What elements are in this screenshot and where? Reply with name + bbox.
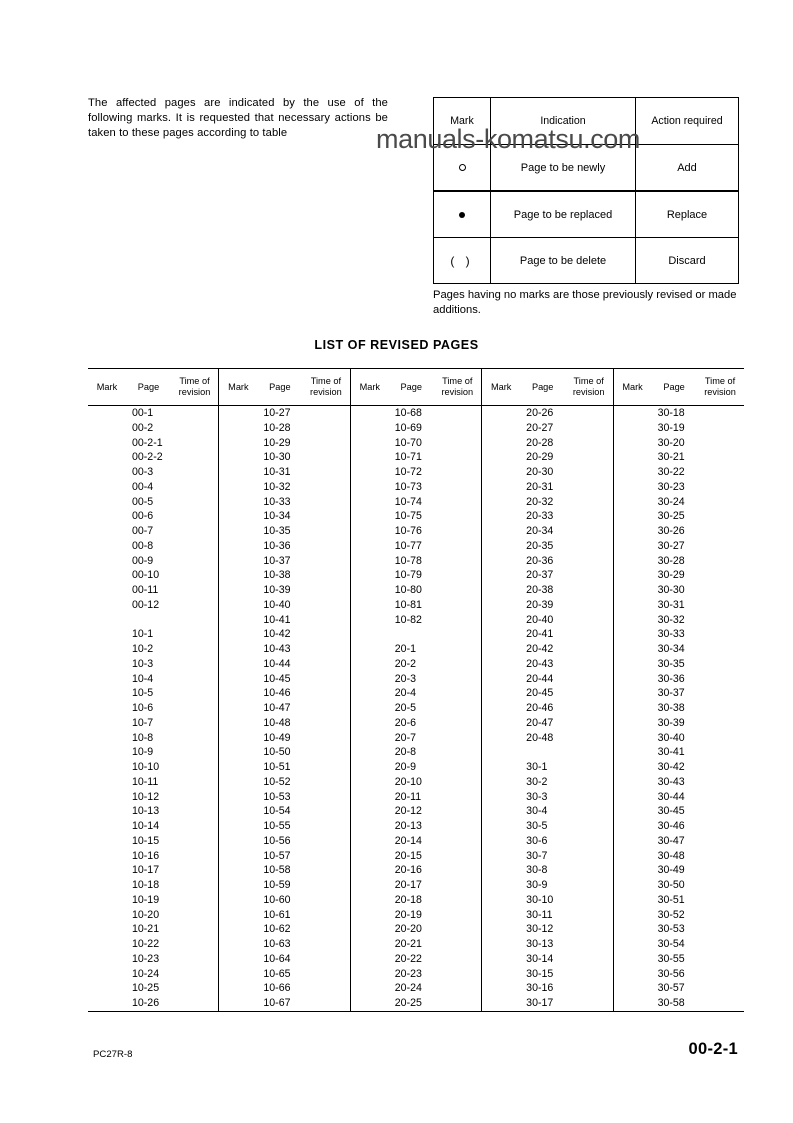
page-list-item: 10-37	[263, 554, 291, 567]
page-list-item: 30-5	[526, 820, 548, 832]
watermark-text: manuals-komatsu.com	[376, 124, 640, 154]
page-list-item: 10-26	[132, 997, 160, 1009]
page-list-item: 20-27	[526, 421, 554, 434]
page-list-item: 30-35	[657, 657, 685, 670]
legend-indication-add: Page to be newly	[491, 145, 636, 192]
page-list-item: 10-61	[263, 908, 291, 921]
page-list-item: 10-3	[132, 657, 154, 670]
page-list-item: 10-80	[394, 584, 422, 596]
page-list-4	[482, 406, 612, 1011]
page-list-item: 10-73	[394, 480, 422, 493]
page-list-item: 30-53	[657, 923, 685, 936]
page-list-item: 30-54	[657, 938, 685, 950]
page-list-item: 30-39	[657, 716, 685, 729]
legend-header-row	[434, 98, 739, 145]
page-list-item: 10-36	[263, 539, 291, 552]
revised-group-header-5	[613, 368, 744, 406]
page-list-item: 30-15	[526, 967, 554, 980]
page-list-1	[88, 406, 218, 1011]
legend-header-mark: Mark	[434, 98, 491, 145]
page-list-item: 20-15	[394, 849, 422, 862]
header-time-5: Time of revision	[704, 376, 736, 397]
page-list-item: 00-2-1	[132, 436, 163, 449]
revised-header-row	[88, 368, 744, 406]
page-list-item: 20-45	[526, 687, 554, 700]
page-list-item: 30-51	[657, 893, 685, 906]
legend-mark-cell-replace	[434, 191, 491, 238]
revised-group-header-4	[482, 368, 613, 406]
page-list-item: 30-47	[657, 834, 685, 847]
page-list-item: 10-32	[263, 480, 291, 493]
page-list-item: 20-20	[394, 923, 422, 936]
page-list-item: 10-57	[263, 849, 291, 862]
legend-action-replace: Replace	[636, 191, 739, 238]
page-list-item: 20-24	[394, 982, 422, 995]
legend-indication-discard: Page to be delete	[491, 238, 636, 284]
page-list-item: 20-14	[394, 834, 422, 847]
page-list-item: 10-7	[132, 716, 154, 729]
header-time-2: Time of revision	[310, 376, 342, 397]
page-list-item: 00-11	[132, 584, 159, 596]
page-list-item: 20-29	[526, 451, 554, 464]
page-list-item: 10-11	[132, 775, 159, 788]
legend-note	[433, 288, 753, 317]
page-list-item: 20-39	[526, 598, 554, 611]
revised-group-header-3	[350, 368, 481, 406]
page-list-item: 10-63	[263, 938, 291, 950]
page-list-item: 10-48	[263, 716, 291, 729]
page-list-item: 10-4	[132, 672, 154, 685]
page-list-item: 30-9	[526, 879, 548, 891]
page-list-item	[88, 613, 218, 628]
page-list-item: 10-53	[263, 790, 291, 803]
page-list-item: 20-13	[394, 820, 422, 832]
page-list-item: 00-12	[132, 598, 160, 611]
page-list-item: 30-11	[526, 908, 553, 921]
page-list-item: 10-10	[132, 761, 160, 773]
page-list-item: 30-7	[526, 849, 548, 862]
legend-header-indication: Indication	[491, 98, 636, 145]
page-list-item: 30-1	[526, 761, 548, 773]
parentheses-icon: ( )	[450, 253, 474, 268]
page-list-item: 10-81	[394, 598, 422, 611]
page-list-item: 20-43	[526, 657, 554, 670]
page-list-item: 10-51	[263, 761, 291, 773]
page-list-item: 10-71	[394, 451, 422, 464]
page-list-item: 30-29	[657, 569, 685, 582]
page-list-item: 30-26	[657, 525, 685, 537]
page-list-item: 10-49	[263, 731, 291, 744]
page-list-item: 20-11	[394, 790, 422, 803]
page-list-item: 30-24	[657, 495, 685, 508]
footer-model-number: PC27R-8	[93, 1049, 133, 1060]
page-list-item: 10-41	[263, 613, 291, 626]
page-list-item: 10-27	[263, 407, 291, 419]
header-page-2: Page	[269, 381, 291, 392]
page-list-item: 10-5	[132, 687, 154, 700]
page-list-item: 20-48	[526, 731, 554, 744]
page-list-item: 30-25	[657, 510, 685, 523]
page-list-item: 10-46	[263, 687, 291, 700]
page-list-item: 10-25	[132, 982, 160, 995]
page-list-item: 10-33	[263, 495, 291, 508]
page-list-item: 20-30	[526, 466, 554, 478]
header-time-4: Time of revision	[572, 376, 605, 397]
page-list-item: 30-22	[657, 466, 685, 478]
legend-row-add	[434, 145, 739, 192]
revised-pages-section	[88, 368, 740, 1012]
page-list-item: 20-16	[394, 864, 422, 877]
page-list-item: 30-4	[526, 805, 548, 818]
page-list-item: 10-15	[132, 834, 160, 847]
page-list-item: 20-41	[526, 628, 554, 641]
page-list-item: 20-10	[394, 775, 422, 788]
page-list-item: 10-44	[263, 657, 291, 670]
filled-circle-icon	[459, 212, 465, 218]
page-list-item: 10-72	[394, 466, 422, 478]
page-list-item: 30-14	[526, 952, 554, 965]
intro-paragraph-text: The affected pages are indicated by the use of the following marks. It is requested that necessary actions be taken to these pages according to table	[88, 97, 388, 140]
page-list-item: 20-18	[394, 893, 422, 906]
page-list-item: 20-37	[526, 569, 554, 582]
revised-pages-table	[88, 368, 744, 1012]
page-list-item: 20-6	[394, 716, 416, 729]
page-list-item: 10-13	[132, 805, 160, 818]
page-list-item: 10-40	[263, 598, 291, 611]
page-list-item: 30-32	[657, 613, 685, 626]
page-list-item: 10-35	[263, 525, 291, 537]
header-time-1: Time of revision	[178, 376, 211, 397]
page-list-item: 30-46	[657, 820, 685, 832]
page-list-item: 30-38	[657, 702, 685, 714]
page-list-item: 10-70	[394, 436, 422, 449]
page-list-item: 10-28	[263, 421, 291, 434]
page-list-item	[482, 745, 612, 760]
page-list-item: 30-16	[526, 982, 554, 995]
page-list-item: 10-1	[132, 628, 154, 641]
page-list-item: 10-6	[132, 702, 154, 714]
page-list-item: 20-7	[394, 731, 416, 744]
page-list-item: 20-19	[394, 908, 422, 921]
page-list-item: 30-57	[657, 982, 685, 995]
page-list-item: 30-30	[657, 584, 685, 596]
page-list-item: 30-42	[657, 761, 685, 773]
page-list-item: 20-12	[394, 805, 422, 818]
page-list-item: 30-8	[526, 864, 548, 877]
header-page-5: Page	[663, 381, 685, 392]
page-list-item: 30-23	[657, 480, 685, 493]
page-list-item: 10-55	[263, 820, 291, 832]
page-list-item: 10-52	[263, 775, 291, 788]
page-list-item: 20-36	[526, 554, 554, 567]
page-list-item: 20-31	[526, 480, 554, 493]
page-list-item: 20-32	[526, 495, 554, 508]
page-list-item: 00-2	[132, 421, 154, 434]
page-list-item: 10-76	[394, 525, 422, 537]
header-time-3: Time of revision	[441, 376, 474, 397]
page-list-item: 30-19	[657, 421, 685, 434]
page-list-item: 10-64	[263, 952, 291, 965]
page-list-item: 20-2	[394, 657, 416, 670]
page-list-item: 10-34	[263, 510, 291, 523]
page-list-item: 10-22	[132, 938, 160, 950]
page-list-item: 30-58	[657, 997, 685, 1009]
page-list-item: 20-17	[394, 879, 422, 891]
page-list-item	[351, 627, 481, 642]
page-title: LIST OF REVISED PAGES	[314, 338, 479, 352]
legend-note-text: Pages having no marks are those previously revised or made additions.	[433, 289, 737, 316]
header-page-4: Page	[531, 381, 554, 392]
page-list-item: 20-38	[526, 584, 554, 596]
page-list-item: 20-22	[394, 952, 422, 965]
page-list-5	[614, 406, 744, 1011]
page-list-item: 30-21	[657, 451, 685, 464]
page-list-item: 10-38	[263, 569, 291, 582]
page-list-item: 10-21	[132, 923, 160, 936]
page-list-item: 10-67	[263, 997, 291, 1009]
page-list-item: 30-6	[526, 834, 548, 847]
revised-group-body-5	[613, 406, 744, 1011]
legend-row-replace	[434, 191, 739, 238]
page-list-item: 10-79	[394, 569, 422, 582]
page-list-item: 30-45	[657, 805, 685, 818]
page-list-item: 00-8	[132, 539, 154, 552]
page-list-item: 20-25	[394, 997, 422, 1009]
page-list-item: 30-44	[657, 790, 685, 803]
page-list-item: 10-82	[394, 613, 422, 626]
page-list-item: 20-33	[526, 510, 554, 523]
revised-group-header-1	[88, 368, 219, 406]
legend-mark-cell-discard	[434, 238, 491, 284]
revised-group-body-1	[88, 406, 219, 1011]
page-list-item: 30-31	[657, 598, 685, 611]
page-list-item: 20-23	[394, 967, 422, 980]
page-list-item: 10-31	[263, 466, 291, 478]
header-mark-4: Mark	[490, 381, 512, 392]
revised-group-body-3	[350, 406, 481, 1011]
page-list-item: 10-59	[263, 879, 291, 891]
revised-body-row	[88, 406, 744, 1011]
page-list-item: 30-48	[657, 849, 685, 862]
page-list-item: 20-42	[526, 643, 554, 655]
page-list-item: 20-26	[526, 407, 554, 419]
open-circle-icon	[459, 164, 466, 171]
page-list-item: 00-2-2	[132, 451, 163, 464]
header-mark-1: Mark	[96, 381, 118, 392]
page-list-2	[219, 406, 349, 1011]
page-list-item: 00-3	[132, 466, 154, 478]
page-list-item: 10-78	[394, 554, 422, 567]
page-list-item: 10-42	[263, 628, 291, 641]
page-list-item: 20-4	[394, 687, 416, 700]
page-list-item: 30-2	[526, 775, 548, 788]
page-list-item: 10-14	[132, 820, 160, 832]
page-list-item: 10-77	[394, 539, 422, 552]
page-list-item: 30-20	[657, 436, 685, 449]
page-list-item: 00-4	[132, 480, 154, 493]
legend-action-discard: Discard	[636, 238, 739, 284]
page-list-item: 20-5	[394, 702, 416, 714]
page-list-item: 10-62	[263, 923, 291, 936]
page-list-item: 20-8	[394, 746, 416, 759]
page-list-item: 00-1	[132, 407, 154, 419]
legend-action-add: Add	[636, 145, 739, 192]
legend-header-action: Action required	[636, 98, 739, 145]
page-list-item: 10-69	[394, 421, 422, 434]
page-list-item: 10-16	[132, 849, 160, 862]
page-list-item: 20-28	[526, 436, 554, 449]
page-list-item: 30-36	[657, 672, 685, 685]
page-list-item: 20-44	[526, 672, 554, 685]
page-list-item: 10-45	[263, 672, 291, 685]
page-list-item: 00-7	[132, 525, 154, 537]
page-list-item: 30-40	[657, 731, 685, 744]
page-list-item: 30-50	[657, 879, 685, 891]
page-list-item: 20-34	[526, 525, 554, 537]
page-list-item: 30-28	[657, 554, 685, 567]
page-list-item: 30-17	[526, 997, 554, 1009]
page-list-item: 30-34	[657, 643, 685, 655]
page-list-item: 30-41	[657, 746, 685, 759]
page-list-item: 20-46	[526, 702, 554, 714]
page-list-item: 30-33	[657, 628, 685, 641]
page-list-item: 30-27	[657, 539, 685, 552]
page-list-item: 10-23	[132, 952, 160, 965]
page-list-item: 30-12	[526, 923, 554, 936]
legend-indication-replace: Page to be replaced	[491, 191, 636, 238]
revised-group-body-4	[482, 406, 613, 1011]
page-list-item: 20-1	[394, 643, 416, 655]
revised-group-header-2	[219, 368, 350, 406]
header-mark-5: Mark	[622, 381, 643, 392]
intro-paragraph	[88, 96, 388, 142]
page-list-item: 30-43	[657, 775, 685, 788]
page-list-item: 30-49	[657, 864, 685, 877]
intro-section	[88, 92, 740, 292]
page-list-item: 20-21	[394, 938, 422, 950]
page-list-item: 10-8	[132, 731, 154, 744]
page-list-item: 30-3	[526, 790, 548, 803]
page-list-item: 10-74	[394, 495, 422, 508]
page-list-item: 00-10	[132, 569, 160, 582]
page-list-item: 10-47	[263, 702, 291, 714]
page-list-item: 00-6	[132, 510, 154, 523]
page-list-item: 10-29	[263, 436, 291, 449]
page-list-item: 30-56	[657, 967, 685, 980]
page-list-item: 30-13	[526, 938, 554, 950]
mark-legend-table	[433, 97, 739, 284]
page-list-item: 10-18	[132, 879, 160, 891]
page-list-item: 10-68	[394, 407, 422, 419]
header-mark-2: Mark	[228, 381, 249, 392]
page-list-item: 10-9	[132, 746, 154, 759]
page-list-item: 00-9	[132, 554, 154, 567]
page-list-item: 20-9	[394, 761, 416, 773]
page-list-item: 20-3	[394, 672, 416, 685]
header-page-1: Page	[137, 381, 160, 392]
page-list-item: 10-56	[263, 834, 291, 847]
revised-group-body-2	[219, 406, 350, 1011]
page-list-item: 30-18	[657, 407, 685, 419]
page-list-item: 10-2	[132, 643, 154, 655]
page-list-item: 10-75	[394, 510, 422, 523]
page-list-item: 10-20	[132, 908, 160, 921]
header-page-3: Page	[400, 381, 423, 392]
legend-row-discard	[434, 238, 739, 284]
page-list-item: 10-17	[132, 864, 160, 877]
page-list-item: 10-58	[263, 864, 291, 877]
page-list-item: 10-66	[263, 982, 291, 995]
legend-mark-cell-add	[434, 145, 491, 192]
page-list-item: 10-19	[132, 893, 160, 906]
page-list-3	[351, 406, 481, 1011]
page-list-item: 10-12	[132, 790, 160, 803]
page-list-item: 20-40	[526, 613, 554, 626]
page-list-item: 30-52	[657, 908, 685, 921]
page-list-item: 20-35	[526, 539, 554, 552]
page-list-item: 30-10	[526, 893, 554, 906]
page-list-item: 10-43	[263, 643, 291, 655]
page-list-item: 10-65	[263, 967, 291, 980]
page-list-item: 10-24	[132, 967, 160, 980]
page-list-item: 20-47	[526, 716, 554, 729]
page-list-item: 10-54	[263, 805, 291, 818]
page-list-item: 00-5	[132, 495, 154, 508]
header-mark-3: Mark	[359, 381, 380, 392]
page-list-item: 30-55	[657, 952, 685, 965]
page-list-item: 30-37	[657, 687, 685, 700]
page-list-item: 10-60	[263, 893, 291, 906]
page-list-item: 10-39	[263, 584, 291, 596]
page-list-item: 10-30	[263, 451, 291, 464]
page-list-item: 10-50	[263, 746, 291, 759]
footer-page-number: 00-2-1	[688, 1040, 738, 1058]
